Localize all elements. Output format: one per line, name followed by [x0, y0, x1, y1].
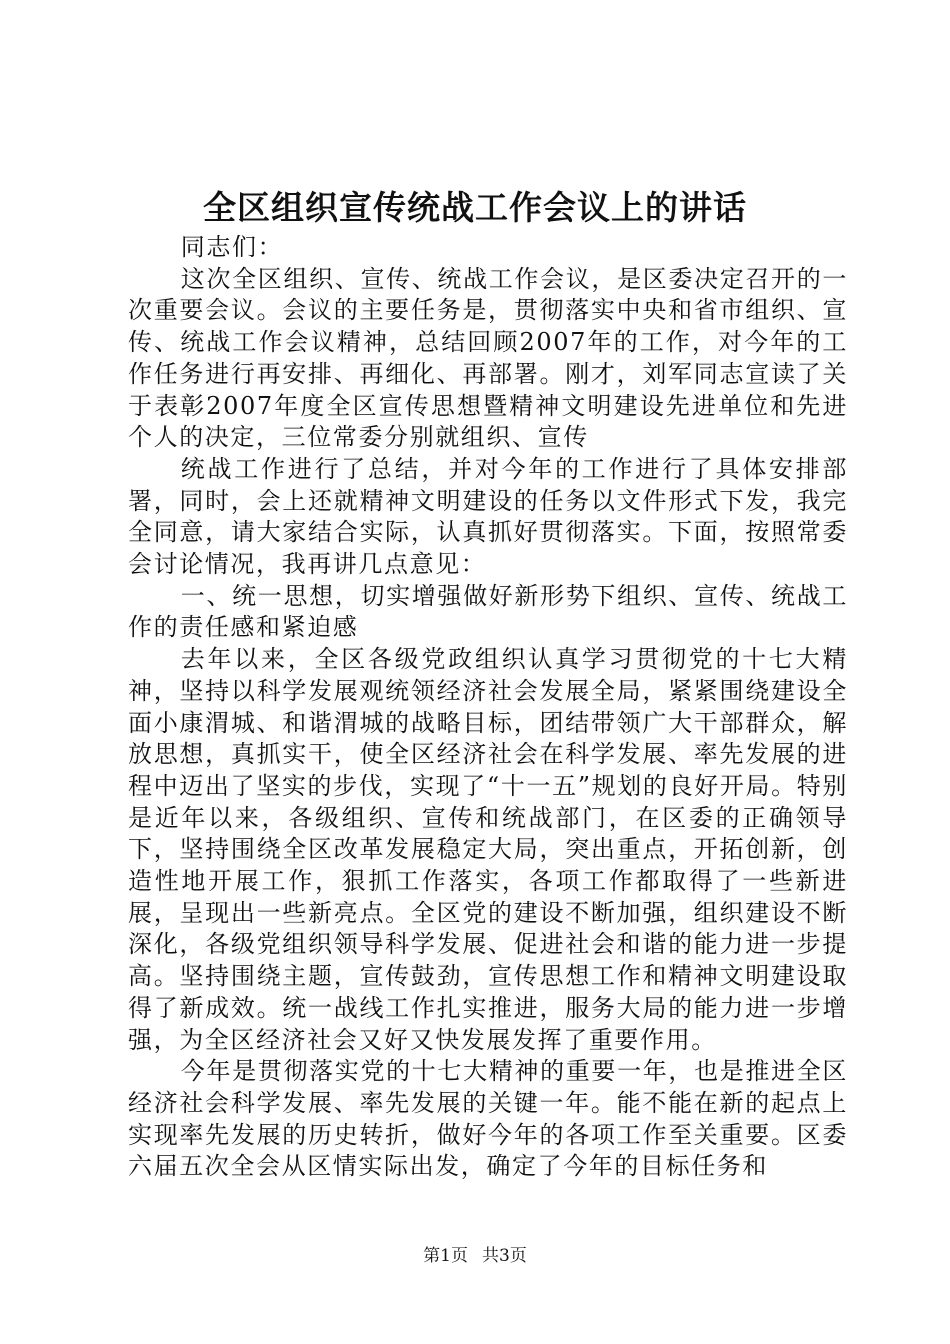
paragraph: 这次全区组织、宣传、统战工作会议，是区委决定召开的一次重要会议。会议的主要任务是，贯彻落实中央和省市组织、宣传、统战工作会议精神，总结回顾2007年的工作，对今年的工作任务进行再安排、再细化、再部署。刚才，刘军同志宣读了关于表彰2007年度全区宣传思想暨精神文明建设先进单位和先进个人的决定，三位常委分别就组织、宣传: [128, 264, 848, 452]
page-total: 共3页: [482, 1246, 527, 1266]
section-heading: 一、统一思想，切实增强做好新形势下组织、宣传、统战工作的责任感和紧迫感: [128, 581, 848, 642]
paragraph: 统战工作进行了总结，并对今年的工作进行了具体安排部署，同时，会上还就精神文明建设的任务以文件形式下发，我完全同意，请大家结合实际，认真抓好贯彻落实。下面，按照常委会讨论情况，我再讲几点意见：: [128, 454, 848, 579]
paragraph: 今年是贯彻落实党的十七大精神的重要一年，也是推进全区经济社会科学发展、率先发展的关键一年。能不能在新的起点上实现率先发展的历史转折，做好今年的各项工作至关重要。区委六届五次全会从区情实际出发，确定了今年的目标任务和: [128, 1057, 848, 1181]
page-number: 第1页: [423, 1246, 468, 1266]
salutation: 同志们：: [180, 233, 284, 261]
document-body: [128, 232, 848, 1183]
document-title: 全区组织宣传统战工作会议上的讲话: [203, 188, 747, 227]
paragraph: 去年以来，全区各级党政组织认真学习贯彻党的十七大精神，坚持以科学发展观统领经济社会发展全局，紧紧围绕建设全面小康渭城、和谐渭城的战略目标，团结带领广大干部群众，解放思想，真抓实干，使全区经济社会在科学发展、率先发展的进程中迈出了坚实的步伐，实现了“十一五”规划的良好开局。特别是近年以来，各级组织、宣传和统战部门，在区委的正确领导下，坚持围绕全区改革发展稳定大局，突出重点，开拓创新，创造性地开展工作，狠抓工作落实，各项工作都取得了一些新进展，呈现出一些新亮点。全区党的建设不断加强，组织建设不断深化，各级党组织领导科学发展、促进社会和谐的能力进一步提高。坚持围绕主题，宣传鼓劲，宣传思想工作和精神文明建设取得了新成效。统一战线工作扎实推进，服务大局的能力进一步增强，为全区经济社会又好又快发展发挥了重要作用。: [128, 645, 848, 1054]
page-footer: [0, 1244, 950, 1268]
